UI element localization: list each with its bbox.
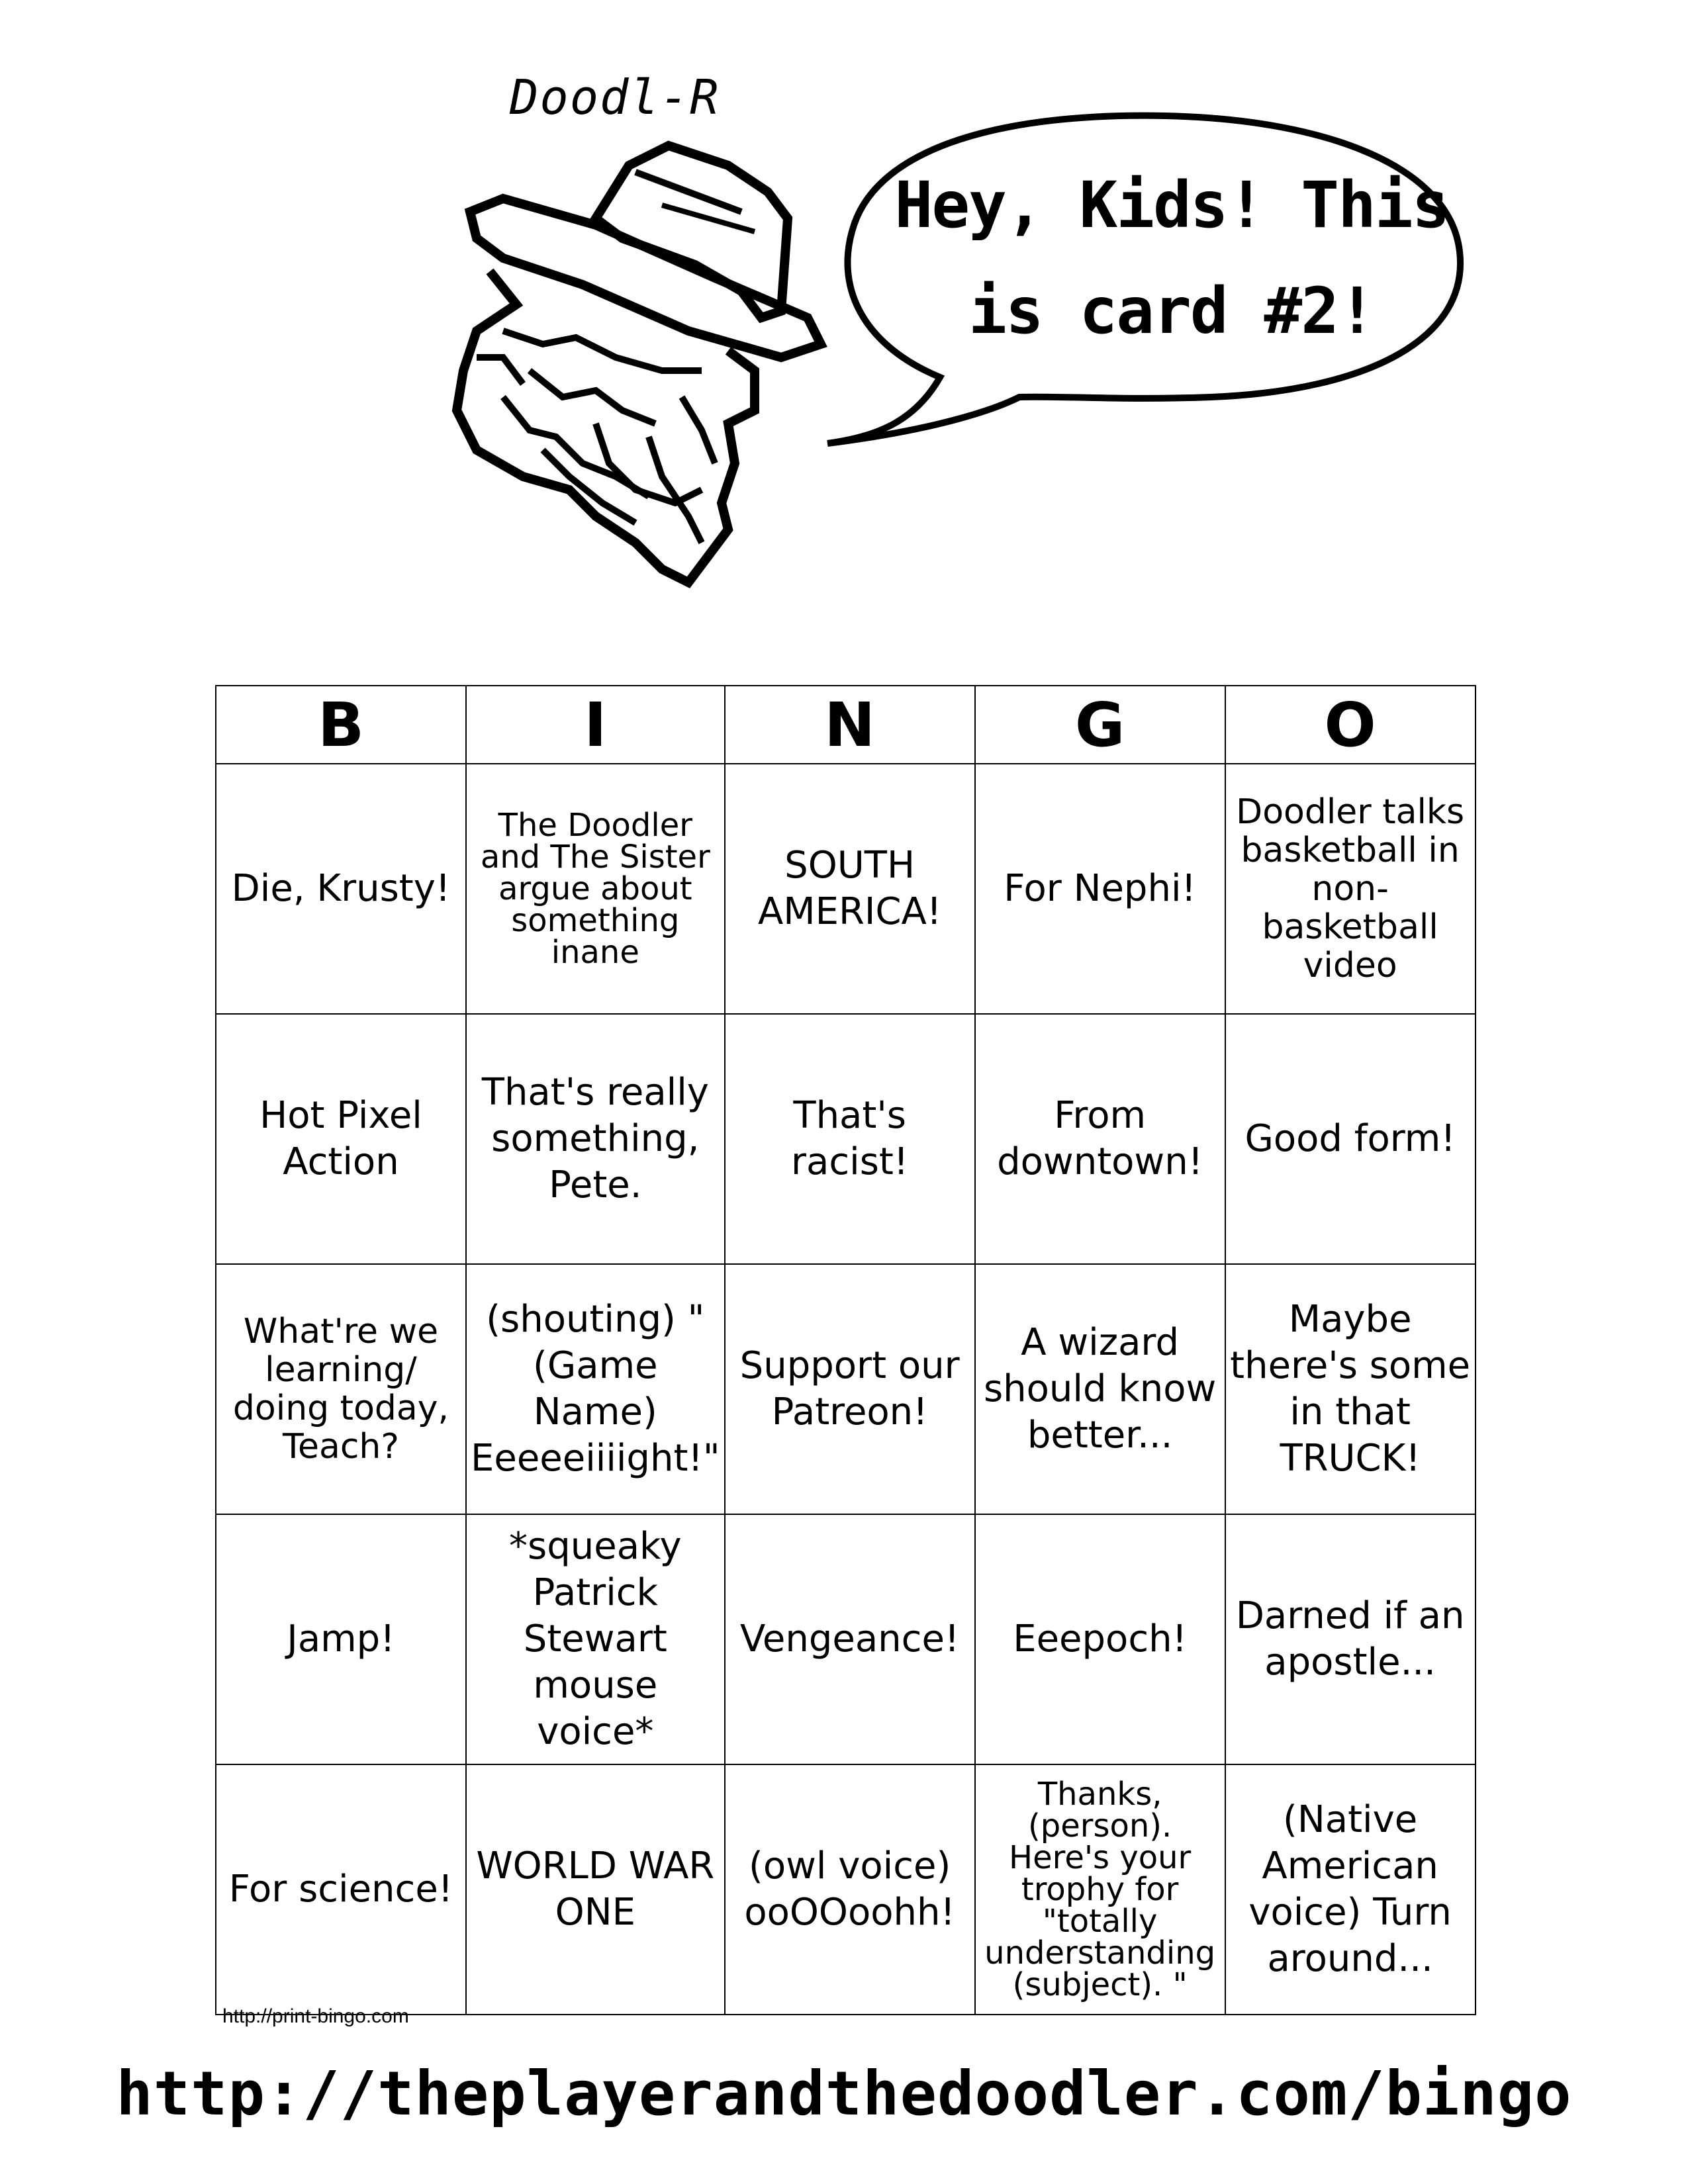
bingo-cell: Support our Patreon! — [725, 1264, 975, 1514]
bingo-cell: Jamp! — [216, 1514, 466, 1764]
bingo-cell: What're we learning/ doing today, Teach? — [216, 1264, 466, 1514]
print-bingo-link[interactable]: http://print-bingo.com — [222, 2005, 409, 2027]
bingo-header-row — [216, 686, 1476, 764]
bingo-cell: WORLD WAR ONE — [466, 1764, 725, 2015]
doodlr-logo: Doodl-R — [510, 69, 720, 125]
bingo-row — [216, 764, 1476, 1014]
bingo-cell: Maybe there's some in that TRUCK! — [1225, 1264, 1476, 1514]
bingo-header-n: N — [725, 686, 975, 764]
bingo-row — [216, 1264, 1476, 1514]
bingo-cell: (shouting) "(Game Name) Eeeeeiiiight!" — [466, 1264, 725, 1514]
footer-website-link[interactable]: http://theplayerandthedoodler.com/bingo — [116, 2058, 1572, 2129]
bingo-header-b: B — [216, 686, 466, 764]
bingo-cell: (owl voice) ooOOoohh! — [725, 1764, 975, 2015]
bingo-row — [216, 1764, 1476, 2015]
bingo-cell: Hot Pixel Action — [216, 1014, 466, 1264]
bingo-cell: For Nephi! — [975, 764, 1225, 1014]
bingo-cell: For science! — [216, 1764, 466, 2015]
bingo-cell: Good form! — [1225, 1014, 1476, 1264]
bingo-cell: SOUTH AMERICA! — [725, 764, 975, 1014]
bingo-card — [215, 685, 1476, 2015]
bingo-cell: (Native American voice) Turn around... — [1225, 1764, 1476, 2015]
bingo-cell: From downtown! — [975, 1014, 1225, 1264]
bingo-row — [216, 1514, 1476, 1764]
bingo-cell: Darned if an apostle... — [1225, 1514, 1476, 1764]
bingo-header-o: O — [1225, 686, 1476, 764]
bingo-cell: Die, Krusty! — [216, 764, 466, 1014]
bingo-cell: That's racist! — [725, 1014, 975, 1264]
speech-bubble-message: Hey, Kids! This is card #2! — [894, 168, 1449, 348]
bingo-cell: That's really something, Pete. — [466, 1014, 725, 1264]
speech-bubble-text — [861, 152, 1483, 364]
bingo-cell: Thanks, (person). Here's your trophy for "totally understanding (subject). " — [975, 1764, 1225, 2015]
bingo-cell: The Doodler and The Sister argue about something inane — [466, 764, 725, 1014]
bingo-row — [216, 1014, 1476, 1264]
bingo-cell: Doodler talks basketball in non-basketball video — [1225, 764, 1476, 1014]
bingo-header-i: I — [466, 686, 725, 764]
bingo-cell: Vengeance! — [725, 1514, 975, 1764]
doodlr-character-icon — [457, 146, 821, 582]
bingo-cell: A wizard should know better... — [975, 1264, 1225, 1514]
bingo-cell: *squeaky Patrick Stewart mouse voice* — [466, 1514, 725, 1764]
bingo-header-g: G — [975, 686, 1225, 764]
bingo-cell: Eeepoch! — [975, 1514, 1225, 1764]
